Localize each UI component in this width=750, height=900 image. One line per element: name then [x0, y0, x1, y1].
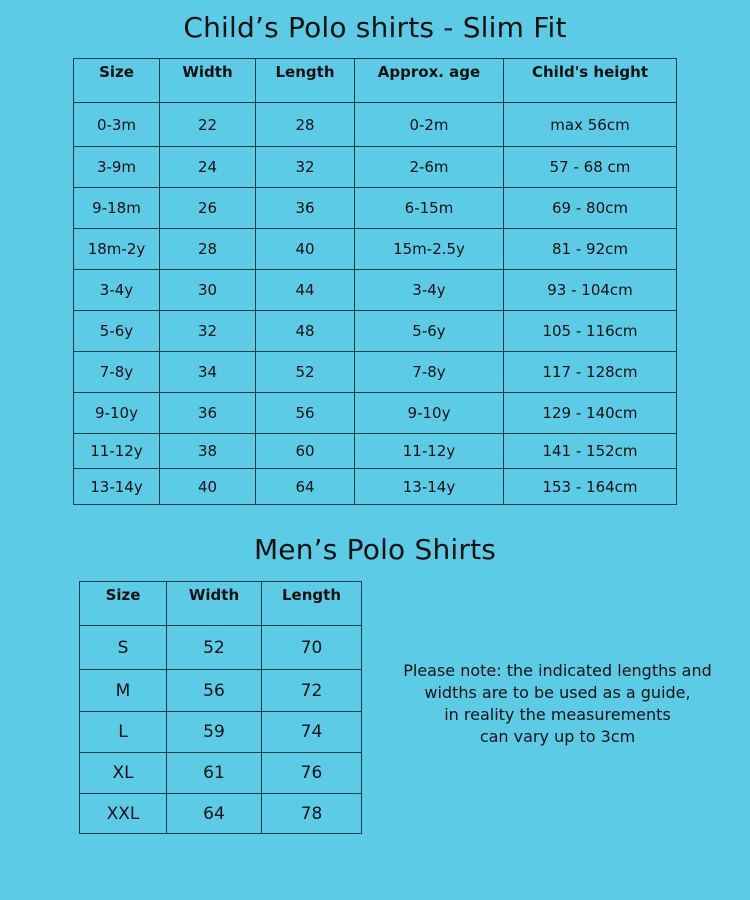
men-size-chart-title: Men’s Polo Shirts: [253, 533, 497, 566]
size-cell: S: [80, 626, 167, 670]
age-cell: 6-15m: [355, 188, 504, 229]
length-cell: 70: [262, 626, 362, 670]
width-cell: 64: [167, 794, 262, 834]
length-cell: 52: [256, 352, 355, 393]
table-row: [80, 626, 362, 670]
length-cell: 56: [256, 393, 355, 434]
size-cell: 9-10y: [74, 393, 160, 434]
length-cell: 48: [256, 311, 355, 352]
size-cell: 5-6y: [74, 311, 160, 352]
length-cell: 74: [262, 712, 362, 753]
size-cell: 18m-2y: [74, 229, 160, 270]
note-line: can vary up to 3cm: [479, 727, 636, 746]
column-header: Approx. age: [355, 59, 504, 103]
age-cell: 7-8y: [355, 352, 504, 393]
table-row: [74, 352, 677, 393]
height-cell: 141 - 152cm: [504, 434, 677, 469]
width-cell: 34: [160, 352, 256, 393]
table-row: [74, 188, 677, 229]
width-cell: 30: [160, 270, 256, 311]
width-cell: 61: [167, 753, 262, 794]
column-header: Width: [160, 59, 256, 103]
age-cell: 13-14y: [355, 469, 504, 505]
column-header: Size: [80, 582, 167, 626]
column-header: Child's height: [504, 59, 677, 103]
table-row: [74, 469, 677, 505]
width-cell: 32: [160, 311, 256, 352]
length-cell: 60: [256, 434, 355, 469]
width-cell: 36: [160, 393, 256, 434]
height-cell: 105 - 116cm: [504, 311, 677, 352]
size-cell: 0-3m: [74, 103, 160, 147]
age-cell: 2-6m: [355, 147, 504, 188]
table-row: [74, 311, 677, 352]
width-cell: 22: [160, 103, 256, 147]
table-row: [80, 753, 362, 794]
table-row: [74, 147, 677, 188]
table-row: [74, 270, 677, 311]
length-cell: 76: [262, 753, 362, 794]
height-cell: 129 - 140cm: [504, 393, 677, 434]
column-header: Length: [256, 59, 355, 103]
height-cell: 117 - 128cm: [504, 352, 677, 393]
width-cell: 38: [160, 434, 256, 469]
size-cell: 11-12y: [74, 434, 160, 469]
note-line: in reality the measurements: [444, 705, 671, 724]
height-cell: 153 - 164cm: [504, 469, 677, 505]
column-header: Length: [262, 582, 362, 626]
note-line: Please note: the indicated lengths and: [403, 661, 712, 680]
height-cell: max 56cm: [504, 103, 677, 147]
width-cell: 40: [160, 469, 256, 505]
measurement-note: [385, 660, 730, 748]
size-cell: 13-14y: [74, 469, 160, 505]
table-row: [74, 103, 677, 147]
height-cell: 57 - 68 cm: [504, 147, 677, 188]
height-cell: 69 - 80cm: [504, 188, 677, 229]
size-cell: 3-4y: [74, 270, 160, 311]
table-row: [80, 794, 362, 834]
length-cell: 44: [256, 270, 355, 311]
table-row: [80, 712, 362, 753]
length-cell: 32: [256, 147, 355, 188]
size-cell: XXL: [80, 794, 167, 834]
width-cell: 28: [160, 229, 256, 270]
width-cell: 56: [167, 670, 262, 712]
age-cell: 9-10y: [355, 393, 504, 434]
width-cell: 24: [160, 147, 256, 188]
length-cell: 36: [256, 188, 355, 229]
height-cell: 93 - 104cm: [504, 270, 677, 311]
size-cell: L: [80, 712, 167, 753]
age-cell: 5-6y: [355, 311, 504, 352]
length-cell: 64: [256, 469, 355, 505]
column-header: Size: [74, 59, 160, 103]
table-header-row: [80, 582, 362, 626]
child-size-chart-title: Child’s Polo shirts - Slim Fit: [183, 11, 567, 44]
age-cell: 0-2m: [355, 103, 504, 147]
age-cell: 11-12y: [355, 434, 504, 469]
table-header-row: [74, 59, 677, 103]
men-size-table: [79, 581, 362, 834]
table-row: [74, 393, 677, 434]
size-cell: XL: [80, 753, 167, 794]
width-cell: 52: [167, 626, 262, 670]
table-row: [74, 434, 677, 469]
length-cell: 28: [256, 103, 355, 147]
note-line: widths are to be used as a guide,: [424, 683, 691, 702]
size-cell: 3-9m: [74, 147, 160, 188]
child-size-table: [73, 58, 677, 505]
width-cell: 26: [160, 188, 256, 229]
column-header: Width: [167, 582, 262, 626]
width-cell: 59: [167, 712, 262, 753]
age-cell: 3-4y: [355, 270, 504, 311]
table-row: [80, 670, 362, 712]
length-cell: 72: [262, 670, 362, 712]
size-cell: 7-8y: [74, 352, 160, 393]
size-cell: 9-18m: [74, 188, 160, 229]
height-cell: 81 - 92cm: [504, 229, 677, 270]
table-row: [74, 229, 677, 270]
size-cell: M: [80, 670, 167, 712]
age-cell: 15m-2.5y: [355, 229, 504, 270]
length-cell: 78: [262, 794, 362, 834]
length-cell: 40: [256, 229, 355, 270]
